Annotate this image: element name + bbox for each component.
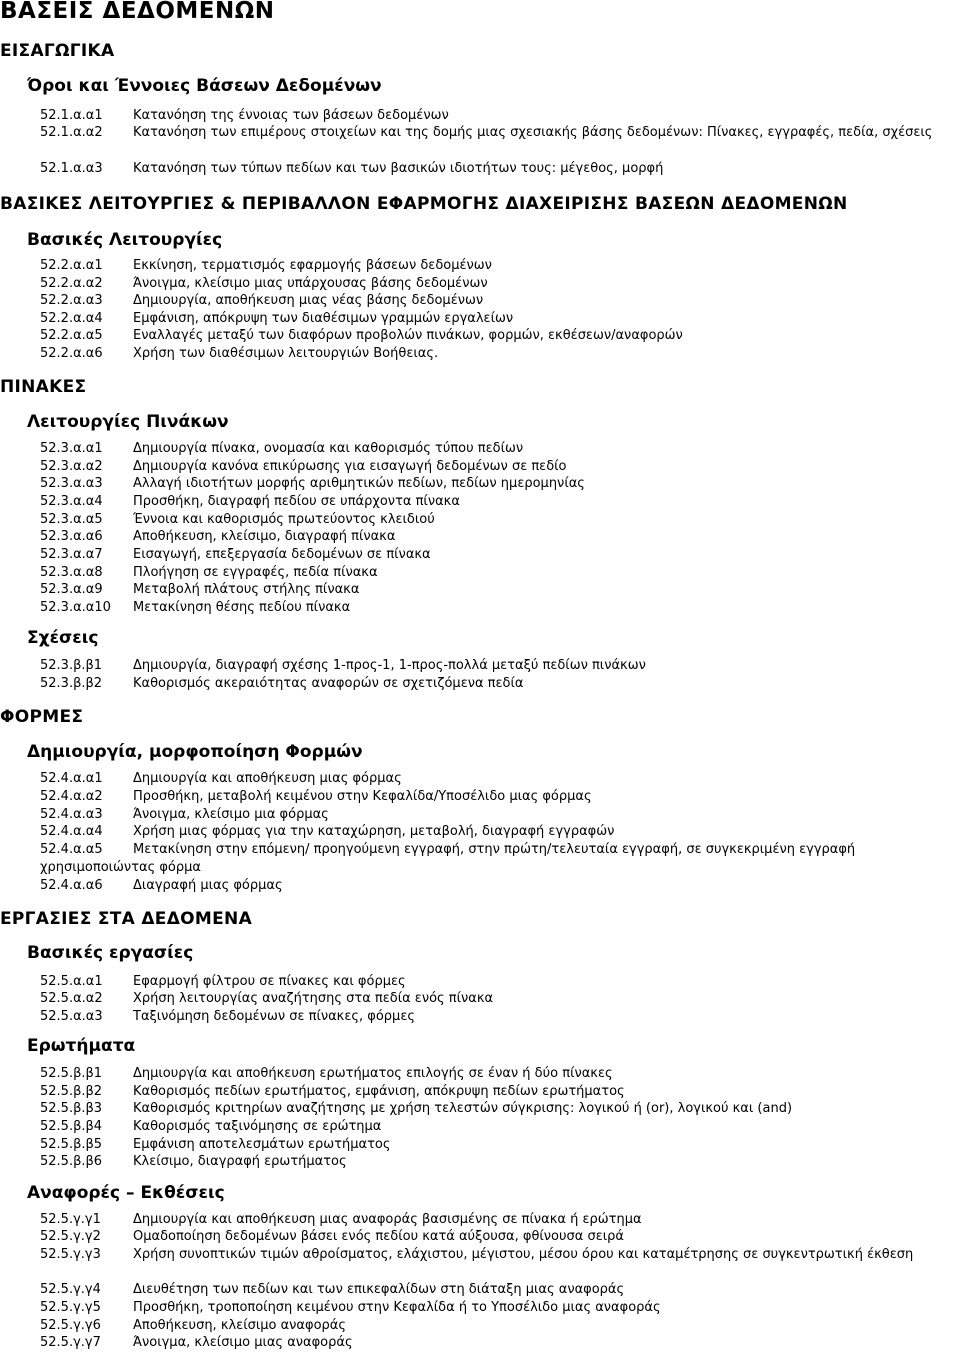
item-code: 52.3.α.α10	[40, 600, 111, 615]
item-text: Εναλλαγές μεταξύ των διαφόρων προβολών πινάκων, φορμών, εκθέσεων/αναφορών	[133, 328, 683, 343]
item-code: 52.2.α.α6	[40, 346, 103, 361]
subsection-heading: Σχέσεις	[27, 628, 99, 648]
item-text: Προσθήκη, διαγραφή πεδίου σε υπάρχοντα πίνακα	[133, 494, 460, 509]
item-text: Δημιουργία και αποθήκευση ερωτήματος επιλογής σε έναν ή δύο πίνακες	[133, 1066, 613, 1081]
item-text: Χρήση των διαθέσιμων λειτουργιών Βοήθειας.	[133, 346, 439, 361]
item-code: 52.5.β.β1	[40, 1066, 103, 1081]
item-text: Εμφάνιση αποτελεσμάτων ερωτήματος	[133, 1137, 391, 1152]
item-code: 52.5.γ.γ2	[40, 1229, 101, 1244]
item-code: 52.3.α.α2	[40, 459, 103, 474]
subsection-heading: Ερωτήματα	[27, 1036, 136, 1056]
item-code: 52.3.β.β2	[40, 676, 103, 691]
item-text: Δημιουργία και αποθήκευση μιας φόρμας	[133, 771, 402, 786]
item-code: 52.4.α.α4	[40, 824, 103, 839]
item-code: 52.2.α.α5	[40, 328, 103, 343]
list-item	[40, 841, 955, 876]
item-code: 52.3.α.α9	[40, 582, 103, 597]
item-code: 52.4.α.α3	[40, 807, 103, 822]
item-text: Μετακίνηση στην επόμενη/ προηγούμενη εγγραφή, στην πρώτη/τελευταία εγγραφή, σε συγκεκριμένη εγγραφή χρησιμοποιώντας φόρμα	[40, 842, 856, 875]
item-code: 52.5.β.β2	[40, 1084, 103, 1099]
item-text: Καθορισμός πεδίων ερωτήματος, εμφάνιση, απόκρυψη πεδίων ερωτήματος	[133, 1084, 625, 1099]
item-text: Δημιουργία κανόνα επικύρωσης για εισαγωγή δεδομένων σε πεδίο	[133, 459, 567, 474]
item-code: 52.5.γ.γ5	[40, 1300, 101, 1315]
section-heading: ΕΡΓΑΣΙΕΣ ΣΤΑ ΔΕΔΟΜΕΝΑ	[0, 909, 253, 929]
section-heading: ΒΑΣΙΚΕΣ ΛΕΙΤΟΥΡΓΙΕΣ & ΠΕΡΙΒΑΛΛΟΝ ΕΦΑΡΜΟΓΗΣ ΔΙΑΧΕΙΡΙΣΗΣ ΒΑΣΕΩΝ ΔΕΔΟΜΕΝΩΝ	[0, 194, 848, 214]
item-code: 52.5.β.β5	[40, 1137, 103, 1152]
item-text: Διευθέτηση των πεδίων και των επικεφαλίδων στη διάταξη μιας αναφοράς	[133, 1282, 625, 1297]
item-text: Άνοιγμα, κλείσιμο μια φόρμας	[133, 807, 329, 822]
item-text: Δημιουργία, αποθήκευση μιας νέας βάσης δεδομένων	[133, 293, 484, 308]
item-code: 52.5.γ.γ7	[40, 1335, 101, 1350]
item-code: 52.5.γ.γ4	[40, 1282, 101, 1297]
item-text: Κατανόηση της έννοιας των βάσεων δεδομένων	[133, 108, 449, 123]
subsection-heading: Όροι και Έννοιες Βάσεων Δεδομένων	[27, 76, 382, 96]
item-text: Κατανόηση των τύπων πεδίων και των βασικών ιδιοτήτων τους: μέγεθος, μορφή	[133, 161, 664, 176]
item-code: 52.3.α.α4	[40, 494, 103, 509]
item-code: 52.5.α.α3	[40, 1009, 103, 1024]
item-text: Μετακίνηση θέσης πεδίου πίνακα	[133, 600, 351, 615]
subsection-heading: Αναφορές – Εκθέσεις	[27, 1183, 225, 1203]
section-heading: ΦΟΡΜΕΣ	[0, 707, 84, 727]
item-code: 52.5.β.β6	[40, 1154, 103, 1169]
item-code: 52.3.β.β1	[40, 658, 103, 673]
item-text: Δημιουργία πίνακα, ονομασία και καθορισμός τύπου πεδίων	[133, 441, 524, 456]
item-text: Ταξινόμηση δεδομένων σε πίνακες, φόρμες	[133, 1009, 415, 1024]
list-item	[40, 1246, 955, 1264]
item-text: Εφαρμογή φίλτρου σε πίνακες και φόρμες	[133, 974, 406, 989]
item-code: 52.4.α.α6	[40, 878, 103, 893]
item-code: 52.5.α.α1	[40, 974, 103, 989]
section-heading: ΠΙΝΑΚΕΣ	[0, 377, 87, 397]
item-code: 52.2.α.α4	[40, 311, 103, 326]
item-text: Πλοήγηση σε εγγραφές, πεδία πίνακα	[133, 565, 378, 580]
item-text: Προσθήκη, μεταβολή κειμένου στην Κεφαλίδα/Υποσέλιδο μιας φόρμας	[133, 789, 592, 804]
item-code: 52.4.α.α2	[40, 789, 103, 804]
item-text: Καθορισμός ακεραιότητας αναφορών σε σχετιζόμενα πεδία	[133, 676, 524, 691]
item-text: Χρήση συνοπτικών τιμών αθροίσματος, ελάχιστου, μέγιστου, μέσου όρου και καταμέτρησης σε συγκεντρωτική έκθεση	[133, 1247, 914, 1262]
item-code: 52.5.γ.γ6	[40, 1318, 101, 1333]
item-code: 52.5.γ.γ3	[40, 1247, 101, 1262]
item-text: Αποθήκευση, κλείσιμο, διαγραφή πίνακα	[133, 529, 396, 544]
item-code: 52.1.α.α2	[40, 125, 103, 140]
item-text: Μεταβολή πλάτους στήλης πίνακα	[133, 582, 360, 597]
item-code: 52.2.α.α3	[40, 293, 103, 308]
item-code: 52.1.α.α3	[40, 161, 103, 176]
item-text: Καθορισμός ταξινόμησης σε ερώτημα	[133, 1119, 382, 1134]
item-code: 52.3.α.α3	[40, 476, 103, 491]
item-text: Δημιουργία, διαγραφή σχέσης 1-προς-1, 1-προς-πολλά μεταξύ πεδίων πινάκων	[133, 658, 646, 673]
item-text: Καθορισμός κριτηρίων αναζήτησης με χρήση τελεστών σύγκρισης: λογικού ή (or), λογικού και (and)	[133, 1101, 793, 1116]
item-code: 52.3.α.α8	[40, 565, 103, 580]
item-code: 52.3.α.α6	[40, 529, 103, 544]
item-text: Άνοιγμα, κλείσιμο μιας υπάρχουσας βάσης δεδομένων	[133, 276, 488, 291]
item-text: Εκκίνηση, τερματισμός εφαρμογής βάσεων δεδομένων	[133, 258, 492, 273]
item-code: 52.5.γ.γ1	[40, 1212, 101, 1227]
item-text: Χρήση μιας φόρμας για την καταχώρηση, μεταβολή, διαγραφή εγγραφών	[133, 824, 615, 839]
subsection-heading: Βασικές Λειτουργίες	[27, 230, 223, 250]
item-code: 52.1.α.α1	[40, 108, 103, 123]
item-code: 52.4.α.α5	[40, 842, 103, 857]
item-text: Έννοια και καθορισμός πρωτεύοντος κλειδιού	[133, 512, 435, 527]
item-code: 52.5.α.α2	[40, 991, 103, 1006]
item-text: Προσθήκη, τροποποίηση κειμένου στην Κεφαλίδα ή το Υποσέλιδο μιας αναφοράς	[133, 1300, 661, 1315]
section-heading: ΕΙΣΑΓΩΓΙΚΑ	[0, 41, 115, 61]
item-code: 52.4.α.α1	[40, 771, 103, 786]
page-title: ΒΑΣΕΙΣ ΔΕΔΟΜΕΝΩΝ	[0, 0, 275, 24]
item-text: Εμφάνιση, απόκρυψη των διαθέσιμων γραμμών εργαλείων	[133, 311, 514, 326]
subsection-heading: Λειτουργίες Πινάκων	[27, 412, 229, 432]
item-text: Κατανόηση των επιμέρους στοιχείων και της δομής μιας σχεσιακής βάσης δεδομένων: Πίνακες, εγγραφές, πεδία, σχέσεις	[133, 125, 933, 140]
item-text: Διαγραφή μιας φόρμας	[133, 878, 283, 893]
item-text: Χρήση λειτουργίας αναζήτησης στα πεδία ενός πίνακα	[133, 991, 494, 1006]
item-text: Αποθήκευση, κλείσιμο αναφοράς	[133, 1318, 346, 1333]
item-text: Δημιουργία και αποθήκευση μιας αναφοράς βασισμένης σε πίνακα ή ερώτημα	[133, 1212, 642, 1227]
item-code: 52.2.α.α1	[40, 258, 103, 273]
item-code: 52.5.β.β3	[40, 1101, 103, 1116]
item-code: 52.3.α.α5	[40, 512, 103, 527]
item-text: Εισαγωγή, επεξεργασία δεδομένων σε πίνακα	[133, 547, 431, 562]
subsection-heading: Βασικές εργασίες	[27, 943, 194, 963]
list-item	[40, 124, 955, 142]
item-code: 52.3.α.α7	[40, 547, 103, 562]
item-code: 52.3.α.α1	[40, 441, 103, 456]
item-text: Αλλαγή ιδιοτήτων μορφής αριθμητικών πεδίων, πεδίων ημερομηνίας	[133, 476, 585, 491]
item-text: Κλείσιμο, διαγραφή ερωτήματος	[133, 1154, 347, 1169]
item-code: 52.2.α.α2	[40, 276, 103, 291]
item-text: Άνοιγμα, κλείσιμο μιας αναφοράς	[133, 1335, 353, 1350]
subsection-heading: Δημιουργία, μορφοποίηση Φορμών	[27, 742, 363, 762]
item-text: Ομαδοποίηση δεδομένων βάσει ενός πεδίου κατά αύξουσα, φθίνουσα σειρά	[133, 1229, 624, 1244]
item-code: 52.5.β.β4	[40, 1119, 103, 1134]
